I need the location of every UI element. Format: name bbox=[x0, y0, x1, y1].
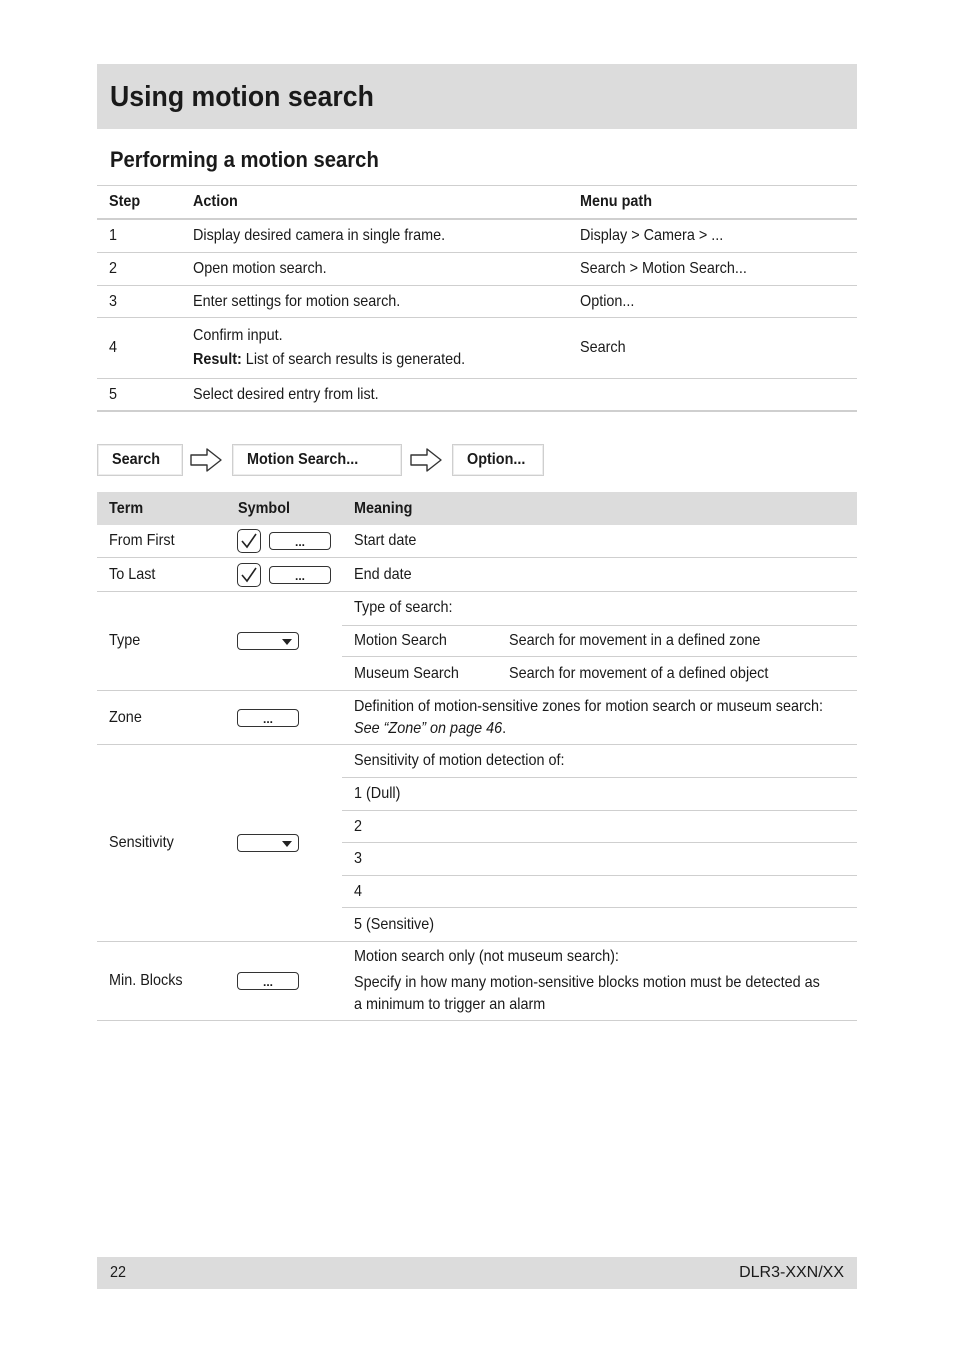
table-row bbox=[97, 558, 857, 592]
step-action: Display desired camera in single frame. bbox=[193, 227, 446, 244]
table-row bbox=[97, 942, 857, 1021]
header-action: Action bbox=[193, 193, 238, 210]
step-number: 3 bbox=[109, 292, 118, 310]
meaning-text: Specify in how many motion-sensitive blocks motion must be detected as bbox=[354, 974, 820, 991]
terms-table bbox=[97, 492, 857, 1021]
document-id: DLR3-XXN/XX bbox=[739, 1264, 844, 1281]
term-label: Min. Blocks bbox=[109, 972, 183, 989]
table-row bbox=[97, 691, 857, 745]
check-mark-icon bbox=[240, 567, 258, 583]
header-symbol: Symbol bbox=[238, 500, 291, 517]
table-row bbox=[97, 379, 857, 412]
header-meaning: Meaning bbox=[354, 500, 413, 517]
step-number: 4 bbox=[109, 339, 118, 356]
header-step: Step bbox=[109, 193, 141, 210]
step-action: Confirm input. bbox=[193, 327, 283, 344]
option-description: Search for movement of a defined object bbox=[509, 664, 769, 682]
sensitivity-level: 2 bbox=[354, 817, 363, 835]
dropdown-icon bbox=[237, 632, 299, 650]
step-result bbox=[193, 351, 465, 369]
sensitivity-level: 5 (Sensitive) bbox=[354, 915, 435, 933]
ellipsis-field-icon bbox=[269, 566, 331, 584]
result-label: Result: bbox=[193, 351, 242, 368]
step-action: Select desired entry from list. bbox=[193, 385, 379, 403]
menu-box-motion-search: Motion Search... bbox=[232, 444, 402, 476]
meaning-text: a minimum to trigger an alarm bbox=[354, 996, 546, 1013]
ellipsis-field-icon bbox=[237, 709, 299, 727]
header-term: Term bbox=[109, 500, 144, 517]
section-heading: Performing a motion search bbox=[110, 147, 379, 172]
page-number: 22 bbox=[110, 1264, 127, 1281]
option-description: Search for movement in a defined zone bbox=[509, 632, 761, 649]
table-row bbox=[97, 745, 857, 942]
option-name: Museum Search bbox=[354, 664, 459, 682]
term-label: From First bbox=[109, 532, 175, 549]
meaning-text: Motion search only (not museum search): bbox=[354, 948, 619, 965]
dropdown-icon bbox=[237, 834, 299, 852]
meaning-intro: Type of search: bbox=[354, 599, 453, 617]
table-row bbox=[97, 220, 857, 253]
term-label: To Last bbox=[109, 565, 156, 583]
menu-box-search: Search bbox=[97, 444, 183, 476]
table-row bbox=[97, 286, 857, 318]
step-action: Open motion search. bbox=[193, 260, 327, 277]
step-menu-path: Option... bbox=[580, 292, 635, 310]
ellipsis-field-icon bbox=[237, 972, 299, 990]
meaning-text: Start date bbox=[354, 532, 417, 549]
meaning-intro: Sensitivity of motion detection of: bbox=[354, 751, 565, 769]
term-label: Zone bbox=[109, 708, 142, 726]
terms-header-row bbox=[97, 492, 857, 525]
table-row bbox=[97, 525, 857, 558]
table-row bbox=[97, 592, 857, 691]
sensitivity-level: 3 bbox=[354, 850, 363, 868]
sensitivity-level: 1 (Dull) bbox=[354, 784, 401, 802]
step-number: 1 bbox=[109, 227, 118, 244]
title-bar bbox=[97, 64, 857, 129]
arrow-right-icon bbox=[189, 446, 223, 474]
step-number: 5 bbox=[109, 385, 118, 403]
result-text: List of search results is generated. bbox=[241, 351, 466, 368]
sensitivity-level: 4 bbox=[354, 882, 363, 900]
meaning-text: Definition of motion-sensitive zones for motion search or museum search: bbox=[354, 697, 824, 715]
meaning-reference: See “Zone” on page 46. bbox=[354, 719, 507, 737]
steps-table bbox=[97, 185, 857, 412]
checkbox-icon bbox=[237, 563, 261, 587]
term-label: Sensitivity bbox=[109, 834, 174, 851]
table-row bbox=[97, 318, 857, 379]
steps-header-row bbox=[97, 186, 857, 220]
reference-link: See “Zone” on page 46 bbox=[354, 719, 503, 737]
step-action: Enter settings for motion search. bbox=[193, 292, 401, 310]
option-name: Motion Search bbox=[354, 632, 447, 649]
arrow-right-icon bbox=[409, 446, 443, 474]
page-footer bbox=[97, 1257, 857, 1289]
term-label: Type bbox=[109, 632, 141, 649]
checkbox-icon bbox=[237, 529, 261, 553]
meaning-text: End date bbox=[354, 565, 412, 583]
table-row bbox=[97, 253, 857, 286]
ellipsis-field-icon bbox=[269, 532, 331, 550]
header-menu-path: Menu path bbox=[580, 193, 652, 210]
menu-box-option: Option... bbox=[452, 444, 544, 476]
step-menu-path: Search bbox=[580, 339, 626, 356]
check-mark-icon bbox=[240, 533, 258, 549]
step-number: 2 bbox=[109, 260, 118, 277]
page-title: Using motion search bbox=[110, 81, 374, 113]
step-menu-path: Search > Motion Search... bbox=[580, 260, 747, 277]
step-menu-path: Display > Camera > ... bbox=[580, 227, 724, 244]
